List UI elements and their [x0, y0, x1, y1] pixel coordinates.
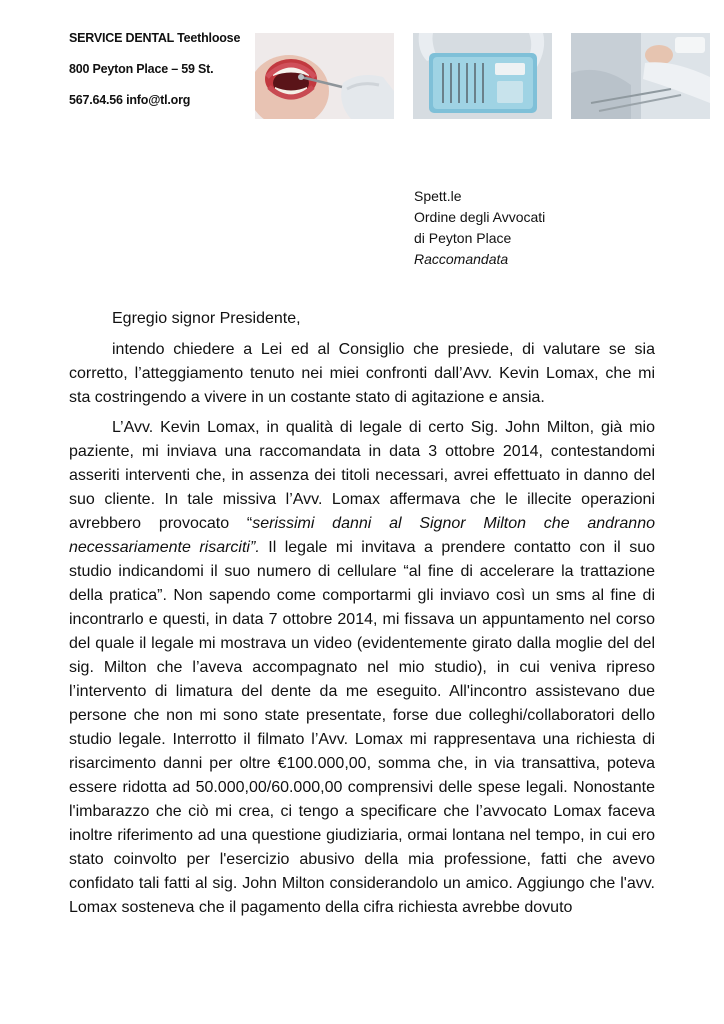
recipient-line-3: di Peyton Place	[414, 230, 512, 246]
recipient-block	[414, 186, 545, 270]
company-contact: 567.64.56 info@tl.org	[69, 93, 191, 107]
paragraph-2-quote: serissimi danni al Signor Milton che andranno necessariamente risarciti”.	[69, 515, 655, 556]
recipient-line-2: Ordine degli Avvocati	[414, 209, 546, 225]
company-address: 800 Peyton Place – 59 St.	[69, 62, 214, 76]
dental-instruments-tray-photo	[413, 33, 552, 119]
dental-exam-mouth-photo	[255, 33, 394, 119]
letter-body	[69, 306, 655, 926]
paragraph-1: intendo chiedere a Lei ed al Consiglio che presiede, di valutare se sia corretto, l’atteggiamento tenuto nei miei confronti dall’Avv. Kevin Lomax, che mi sta costringendo a vivere in un costante stato di agitazione e ansia.	[69, 341, 655, 406]
salutation: Egregio signor Presidente,	[112, 310, 301, 327]
paragraph-2-text-b: Il legale mi invitava a prendere contatto con il suo studio indicandomi il suo numero di cellulare “al fine di accelerare la trattazione della pratica”. Non sapendo come comportarmi gli inviavo così un sms al fine di incontrarlo e questi, in data 7 ottobre 2014, mi fissava un appuntamento nel corso del quale il legale mi mostrava un video (evidentemente girato dalla moglie del del sig. Milton che l’aveva accompagnato nel mio studio), in cui veniva ripreso l’intervento di limatura del dente da me eseguito. All'incontro assistevano due persone che non mi sono state presentate, forse due colleghi/collaboratori dello studio legale. Interrotto il filmato l’Avv. Lomax mi rappresentava una richiesta di risarcimento danni per oltre €100.000,00, somma che, in via transattiva, poteva essere ridotta ad 50.000,00/60.000,00 comprensivi delle spese legali. Nonostante l'imbarazzo che ciò mi crea, ci tengo a specificare che l’avvocato Lomax faceva inoltre riferimento ad una questione giudiziaria, ormai lontana nel tempo, in cui ero stato coinvolto per l'esercizio abusivo della mia professione, fatti che avevo confidato tali fatti al sig. John Milton considerandolo un amico. Aggiungo che l'avv. Lomax sosteneva che il pagamento della cifra richiesta avrebbe dovuto	[69, 539, 655, 916]
patient-in-dental-chair-illustration	[571, 33, 710, 119]
paragraph-2	[69, 416, 655, 920]
patient-in-dental-chair-photo	[571, 33, 710, 119]
letterhead	[69, 30, 269, 123]
dental-instruments-tray-illustration	[413, 33, 552, 119]
recipient-line-1: Spett.le	[414, 188, 462, 204]
recipient-delivery-note: Raccomandata	[414, 251, 509, 267]
dental-exam-mouth-illustration	[255, 33, 394, 119]
company-name: SERVICE DENTAL Teethloose	[69, 31, 241, 45]
paragraph-2-text-a: L’Avv. Kevin Lomax, in qualità di legale di certo Sig. John Milton, già mio paziente, mi inviava una raccomandata in data 3 ottobre 2014, contestandomi asseriti interventi che, in assenza dei titoli necessari, avrei effettuato in danno del suo cliente. In tale missiva l’Avv. Lomax affermava che le illecite operazioni avrebbero provocato “	[69, 419, 655, 532]
